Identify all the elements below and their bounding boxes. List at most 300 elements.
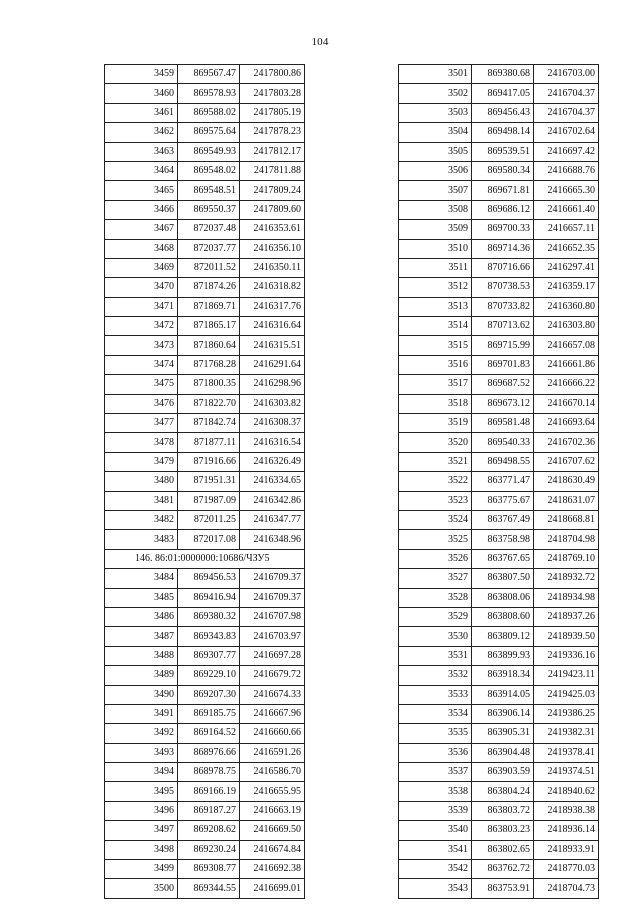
table-row	[105, 801, 305, 820]
x-coordinate-cell: 863903.59	[472, 763, 534, 782]
table-row	[105, 433, 305, 452]
point-number-cell: 3470	[105, 278, 178, 297]
y-coordinate-cell: 2416360.80	[534, 297, 599, 316]
page-number: 104	[311, 36, 329, 48]
point-number-cell: 3515	[399, 336, 472, 355]
point-number-cell: 3494	[105, 763, 178, 782]
table-row	[399, 530, 599, 549]
y-coordinate-cell: 2418939.50	[534, 627, 599, 646]
table-row	[105, 278, 305, 297]
y-coordinate-cell: 2418934.98	[534, 588, 599, 607]
point-number-cell: 3504	[399, 123, 472, 142]
point-number-cell: 3476	[105, 394, 178, 413]
y-coordinate-cell: 2416702.64	[534, 123, 599, 142]
y-coordinate-cell: 2416652.35	[534, 239, 599, 258]
table-row	[105, 103, 305, 122]
x-coordinate-cell: 871951.31	[178, 472, 240, 491]
table-row	[399, 549, 599, 568]
y-coordinate-cell: 2419386.25	[534, 704, 599, 723]
table-row	[399, 569, 599, 588]
point-number-cell: 3534	[399, 704, 472, 723]
point-number-cell: 3492	[105, 724, 178, 743]
table-row	[399, 103, 599, 122]
x-coordinate-cell: 863753.91	[472, 879, 534, 898]
x-coordinate-cell: 872017.08	[178, 530, 240, 549]
y-coordinate-cell: 2416704.37	[534, 103, 599, 122]
x-coordinate-cell: 871842.74	[178, 414, 240, 433]
table-row	[399, 161, 599, 180]
x-coordinate-cell: 869229.10	[178, 666, 240, 685]
y-coordinate-cell: 2416697.28	[240, 646, 305, 665]
table-row	[105, 782, 305, 801]
point-number-cell: 3483	[105, 530, 178, 549]
x-coordinate-cell: 872037.48	[178, 220, 240, 239]
table-row	[105, 414, 305, 433]
y-coordinate-cell: 2416661.86	[534, 355, 599, 374]
point-number-cell: 3514	[399, 317, 472, 336]
x-coordinate-cell: 869700.33	[472, 220, 534, 239]
x-coordinate-cell: 871768.28	[178, 355, 240, 374]
x-coordinate-cell: 872011.52	[178, 258, 240, 277]
table-row	[399, 258, 599, 277]
x-coordinate-cell: 869581.48	[472, 414, 534, 433]
point-number-cell: 3479	[105, 452, 178, 471]
y-coordinate-cell: 2418933.91	[534, 840, 599, 859]
x-coordinate-cell: 869548.51	[178, 181, 240, 200]
table-row	[105, 510, 305, 529]
table-row	[105, 181, 305, 200]
y-coordinate-cell: 2416657.08	[534, 336, 599, 355]
x-coordinate-cell: 869344.55	[178, 879, 240, 898]
x-coordinate-cell: 863808.60	[472, 607, 534, 626]
point-number-cell: 3517	[399, 375, 472, 394]
y-coordinate-cell: 2416707.62	[534, 452, 599, 471]
point-number-cell: 3519	[399, 414, 472, 433]
x-coordinate-cell: 869580.34	[472, 161, 534, 180]
point-number-cell: 3482	[105, 510, 178, 529]
table-row	[105, 200, 305, 219]
table-row	[399, 220, 599, 239]
x-coordinate-cell: 871869.71	[178, 297, 240, 316]
y-coordinate-cell: 2416703.97	[240, 627, 305, 646]
point-number-cell: 3467	[105, 220, 178, 239]
point-number-cell: 3501	[399, 65, 472, 84]
y-coordinate-cell: 2416709.37	[240, 569, 305, 588]
table-row	[399, 297, 599, 316]
y-coordinate-cell: 2416291.64	[240, 355, 305, 374]
point-number-cell: 3468	[105, 239, 178, 258]
y-coordinate-cell: 2417800.86	[240, 65, 305, 84]
y-coordinate-cell: 2419425.03	[534, 685, 599, 704]
y-coordinate-cell: 2416702.36	[534, 433, 599, 452]
point-number-cell: 3518	[399, 394, 472, 413]
y-coordinate-cell: 2416316.64	[240, 317, 305, 336]
x-coordinate-cell: 869166.19	[178, 782, 240, 801]
table-row	[399, 65, 599, 84]
point-number-cell: 3499	[105, 860, 178, 879]
point-number-cell: 3478	[105, 433, 178, 452]
y-coordinate-cell: 2416356.10	[240, 239, 305, 258]
point-number-cell: 3473	[105, 336, 178, 355]
table-row	[105, 840, 305, 859]
x-coordinate-cell: 863918.34	[472, 666, 534, 685]
table-row	[399, 666, 599, 685]
point-number-cell: 3498	[105, 840, 178, 859]
x-coordinate-cell: 871800.35	[178, 375, 240, 394]
table-row	[105, 704, 305, 723]
x-coordinate-cell: 869307.77	[178, 646, 240, 665]
x-coordinate-cell: 863803.23	[472, 821, 534, 840]
y-coordinate-cell: 2416688.76	[534, 161, 599, 180]
y-coordinate-cell: 2416697.42	[534, 142, 599, 161]
point-number-cell: 3532	[399, 666, 472, 685]
x-coordinate-cell: 869687.52	[472, 375, 534, 394]
table-row	[105, 530, 305, 549]
x-coordinate-cell: 869701.83	[472, 355, 534, 374]
point-number-cell: 3484	[105, 569, 178, 588]
x-coordinate-cell: 863762.72	[472, 860, 534, 879]
x-coordinate-cell: 870733.82	[472, 297, 534, 316]
point-number-cell: 3505	[399, 142, 472, 161]
table-row	[105, 65, 305, 84]
table-row	[105, 317, 305, 336]
point-number-cell: 3520	[399, 433, 472, 452]
point-number-cell: 3543	[399, 879, 472, 898]
y-coordinate-cell: 2416704.37	[534, 84, 599, 103]
x-coordinate-cell: 869578.93	[178, 84, 240, 103]
x-coordinate-cell: 863808.06	[472, 588, 534, 607]
y-coordinate-cell: 2416667.96	[240, 704, 305, 723]
y-coordinate-cell: 2416660.66	[240, 724, 305, 743]
point-number-cell: 3491	[105, 704, 178, 723]
point-number-cell: 3512	[399, 278, 472, 297]
table-row	[399, 239, 599, 258]
y-coordinate-cell: 2416670.14	[534, 394, 599, 413]
y-coordinate-cell: 2416350.11	[240, 258, 305, 277]
table-row	[399, 433, 599, 452]
x-coordinate-cell: 869456.53	[178, 569, 240, 588]
y-coordinate-cell: 2416663.19	[240, 801, 305, 820]
y-coordinate-cell: 2418631.07	[534, 491, 599, 510]
point-number-cell: 3488	[105, 646, 178, 665]
table-row	[105, 763, 305, 782]
point-number-cell: 3465	[105, 181, 178, 200]
y-coordinate-cell: 2419378.41	[534, 743, 599, 762]
table-row	[399, 510, 599, 529]
y-coordinate-cell: 2416298.96	[240, 375, 305, 394]
point-number-cell: 3460	[105, 84, 178, 103]
y-coordinate-cell: 2418936.14	[534, 821, 599, 840]
y-coordinate-cell: 2416674.33	[240, 685, 305, 704]
y-coordinate-cell: 2416674.84	[240, 840, 305, 859]
x-coordinate-cell: 869185.75	[178, 704, 240, 723]
table-row	[105, 452, 305, 471]
x-coordinate-cell: 863804.24	[472, 782, 534, 801]
section-row	[105, 549, 305, 568]
table-row	[105, 336, 305, 355]
x-coordinate-cell: 870738.53	[472, 278, 534, 297]
point-number-cell: 3528	[399, 588, 472, 607]
point-number-cell: 3486	[105, 607, 178, 626]
table-row	[399, 181, 599, 200]
y-coordinate-cell: 2416657.11	[534, 220, 599, 239]
table-row	[105, 394, 305, 413]
point-number-cell: 3521	[399, 452, 472, 471]
x-coordinate-cell: 863905.31	[472, 724, 534, 743]
point-number-cell: 3525	[399, 530, 472, 549]
table-row	[399, 724, 599, 743]
x-coordinate-cell: 869715.99	[472, 336, 534, 355]
table-row	[105, 666, 305, 685]
point-number-cell: 3459	[105, 65, 178, 84]
y-coordinate-cell: 2416342.86	[240, 491, 305, 510]
point-number-cell: 3510	[399, 239, 472, 258]
x-coordinate-cell: 863775.67	[472, 491, 534, 510]
y-coordinate-cell: 2417809.60	[240, 200, 305, 219]
y-coordinate-cell: 2416316.54	[240, 433, 305, 452]
x-coordinate-cell: 869539.51	[472, 142, 534, 161]
x-coordinate-cell: 869208.62	[178, 821, 240, 840]
y-coordinate-cell: 2416347.77	[240, 510, 305, 529]
table-row	[105, 297, 305, 316]
table-row	[105, 685, 305, 704]
point-number-cell: 3495	[105, 782, 178, 801]
x-coordinate-cell: 869343.83	[178, 627, 240, 646]
x-coordinate-cell: 871874.26	[178, 278, 240, 297]
point-number-cell: 3503	[399, 103, 472, 122]
y-coordinate-cell: 2416317.76	[240, 297, 305, 316]
section-heading: 146. 86:01:0000000:10686/ЧЗУ5	[105, 549, 305, 568]
point-number-cell: 3493	[105, 743, 178, 762]
table-row	[399, 588, 599, 607]
table-row	[105, 743, 305, 762]
table-row	[399, 336, 599, 355]
table-row	[105, 646, 305, 665]
table-row	[105, 239, 305, 258]
y-coordinate-cell: 2416586.70	[240, 763, 305, 782]
x-coordinate-cell: 868978.75	[178, 763, 240, 782]
point-number-cell: 3541	[399, 840, 472, 859]
y-coordinate-cell: 2419382.31	[534, 724, 599, 743]
table-row	[105, 588, 305, 607]
x-coordinate-cell: 869548.02	[178, 161, 240, 180]
x-coordinate-cell: 869567.47	[178, 65, 240, 84]
table-row	[105, 355, 305, 374]
point-number-cell: 3533	[399, 685, 472, 704]
y-coordinate-cell: 2416315.51	[240, 336, 305, 355]
table-row	[105, 84, 305, 103]
x-coordinate-cell: 871865.17	[178, 317, 240, 336]
y-coordinate-cell: 2416699.01	[240, 879, 305, 898]
point-number-cell: 3490	[105, 685, 178, 704]
table-row	[105, 472, 305, 491]
point-number-cell: 3462	[105, 123, 178, 142]
x-coordinate-cell: 863767.65	[472, 549, 534, 568]
point-number-cell: 3531	[399, 646, 472, 665]
point-number-cell: 3497	[105, 821, 178, 840]
y-coordinate-cell: 2416666.22	[534, 375, 599, 394]
y-coordinate-cell: 2416353.61	[240, 220, 305, 239]
point-number-cell: 3461	[105, 103, 178, 122]
x-coordinate-cell: 863906.14	[472, 704, 534, 723]
point-number-cell: 3464	[105, 161, 178, 180]
table-row	[399, 472, 599, 491]
x-coordinate-cell: 869714.36	[472, 239, 534, 258]
y-coordinate-cell: 2416661.40	[534, 200, 599, 219]
x-coordinate-cell: 871877.11	[178, 433, 240, 452]
y-coordinate-cell: 2416665.30	[534, 181, 599, 200]
y-coordinate-cell: 2419374.51	[534, 763, 599, 782]
x-coordinate-cell: 863904.48	[472, 743, 534, 762]
table-row	[105, 860, 305, 879]
x-coordinate-cell: 869540.33	[472, 433, 534, 452]
table-row	[399, 685, 599, 704]
y-coordinate-cell: 2417878.23	[240, 123, 305, 142]
y-coordinate-cell: 2416703.00	[534, 65, 599, 84]
point-number-cell: 3527	[399, 569, 472, 588]
table-row	[399, 860, 599, 879]
table-row	[399, 394, 599, 413]
table-row	[105, 879, 305, 898]
y-coordinate-cell: 2418704.73	[534, 879, 599, 898]
y-coordinate-cell: 2416297.41	[534, 258, 599, 277]
table-row	[399, 84, 599, 103]
table-row	[105, 220, 305, 239]
point-number-cell: 3526	[399, 549, 472, 568]
y-coordinate-cell: 2416709.37	[240, 588, 305, 607]
y-coordinate-cell: 2417803.28	[240, 84, 305, 103]
point-number-cell: 3474	[105, 355, 178, 374]
x-coordinate-cell: 869164.52	[178, 724, 240, 743]
table-row	[399, 743, 599, 762]
y-coordinate-cell: 2416679.72	[240, 666, 305, 685]
table-row	[399, 142, 599, 161]
y-coordinate-cell: 2416669.50	[240, 821, 305, 840]
y-coordinate-cell: 2417811.88	[240, 161, 305, 180]
table-row	[399, 821, 599, 840]
table-row	[399, 278, 599, 297]
y-coordinate-cell: 2418668.81	[534, 510, 599, 529]
table-row	[399, 452, 599, 471]
point-number-cell: 3538	[399, 782, 472, 801]
x-coordinate-cell: 869456.43	[472, 103, 534, 122]
point-number-cell: 3489	[105, 666, 178, 685]
y-coordinate-cell: 2418769.10	[534, 549, 599, 568]
y-coordinate-cell: 2416655.95	[240, 782, 305, 801]
y-coordinate-cell: 2416318.82	[240, 278, 305, 297]
y-coordinate-cell: 2416707.98	[240, 607, 305, 626]
point-number-cell: 3496	[105, 801, 178, 820]
point-number-cell: 3530	[399, 627, 472, 646]
y-coordinate-cell: 2416693.64	[534, 414, 599, 433]
x-coordinate-cell: 872011.25	[178, 510, 240, 529]
x-coordinate-cell: 872037.77	[178, 239, 240, 258]
x-coordinate-cell: 863809.12	[472, 627, 534, 646]
table-row	[399, 375, 599, 394]
x-coordinate-cell: 870716.66	[472, 258, 534, 277]
x-coordinate-cell: 869498.14	[472, 123, 534, 142]
x-coordinate-cell: 869380.68	[472, 65, 534, 84]
x-coordinate-cell: 869230.24	[178, 840, 240, 859]
x-coordinate-cell: 869686.12	[472, 200, 534, 219]
table-row	[399, 801, 599, 820]
y-coordinate-cell: 2417809.24	[240, 181, 305, 200]
table-row	[399, 491, 599, 510]
y-coordinate-cell: 2416303.82	[240, 394, 305, 413]
point-number-cell: 3522	[399, 472, 472, 491]
point-number-cell: 3480	[105, 472, 178, 491]
table-row	[399, 414, 599, 433]
point-number-cell: 3469	[105, 258, 178, 277]
table-row	[399, 355, 599, 374]
point-number-cell: 3472	[105, 317, 178, 336]
table-row	[399, 840, 599, 859]
x-coordinate-cell: 869671.81	[472, 181, 534, 200]
point-number-cell: 3502	[399, 84, 472, 103]
table-row	[399, 763, 599, 782]
table-row	[399, 627, 599, 646]
point-number-cell: 3463	[105, 142, 178, 161]
x-coordinate-cell: 869417.05	[472, 84, 534, 103]
x-coordinate-cell: 863771.47	[472, 472, 534, 491]
point-number-cell: 3513	[399, 297, 472, 316]
y-coordinate-cell: 2417812.17	[240, 142, 305, 161]
x-coordinate-cell: 869416.94	[178, 588, 240, 607]
table-row	[105, 627, 305, 646]
point-number-cell: 3475	[105, 375, 178, 394]
x-coordinate-cell: 869380.32	[178, 607, 240, 626]
point-number-cell: 3542	[399, 860, 472, 879]
x-coordinate-cell: 863802.65	[472, 840, 534, 859]
table-row	[399, 646, 599, 665]
point-number-cell: 3466	[105, 200, 178, 219]
table-row	[105, 821, 305, 840]
y-coordinate-cell: 2418704.98	[534, 530, 599, 549]
point-number-cell: 3540	[399, 821, 472, 840]
x-coordinate-cell: 869549.93	[178, 142, 240, 161]
x-coordinate-cell: 863914.05	[472, 685, 534, 704]
y-coordinate-cell: 2418938.38	[534, 801, 599, 820]
table-row	[105, 258, 305, 277]
table-row	[399, 123, 599, 142]
point-number-cell: 3481	[105, 491, 178, 510]
point-number-cell: 3524	[399, 510, 472, 529]
table-row	[105, 142, 305, 161]
x-coordinate-cell: 869308.77	[178, 860, 240, 879]
table-row	[399, 317, 599, 336]
table-row	[105, 724, 305, 743]
x-coordinate-cell: 869588.02	[178, 103, 240, 122]
point-number-cell: 3500	[105, 879, 178, 898]
x-coordinate-cell: 871860.64	[178, 336, 240, 355]
y-coordinate-cell: 2416348.96	[240, 530, 305, 549]
point-number-cell: 3511	[399, 258, 472, 277]
x-coordinate-cell: 871987.09	[178, 491, 240, 510]
point-number-cell: 3487	[105, 627, 178, 646]
x-coordinate-cell: 869498.55	[472, 452, 534, 471]
point-number-cell: 3523	[399, 491, 472, 510]
point-number-cell: 3506	[399, 161, 472, 180]
point-number-cell: 3507	[399, 181, 472, 200]
y-coordinate-cell: 2416359.17	[534, 278, 599, 297]
x-coordinate-cell: 869550.37	[178, 200, 240, 219]
x-coordinate-cell: 870713.62	[472, 317, 534, 336]
table-row	[105, 123, 305, 142]
y-coordinate-cell: 2416591.26	[240, 743, 305, 762]
table-row	[399, 704, 599, 723]
table-row	[399, 607, 599, 626]
point-number-cell: 3536	[399, 743, 472, 762]
